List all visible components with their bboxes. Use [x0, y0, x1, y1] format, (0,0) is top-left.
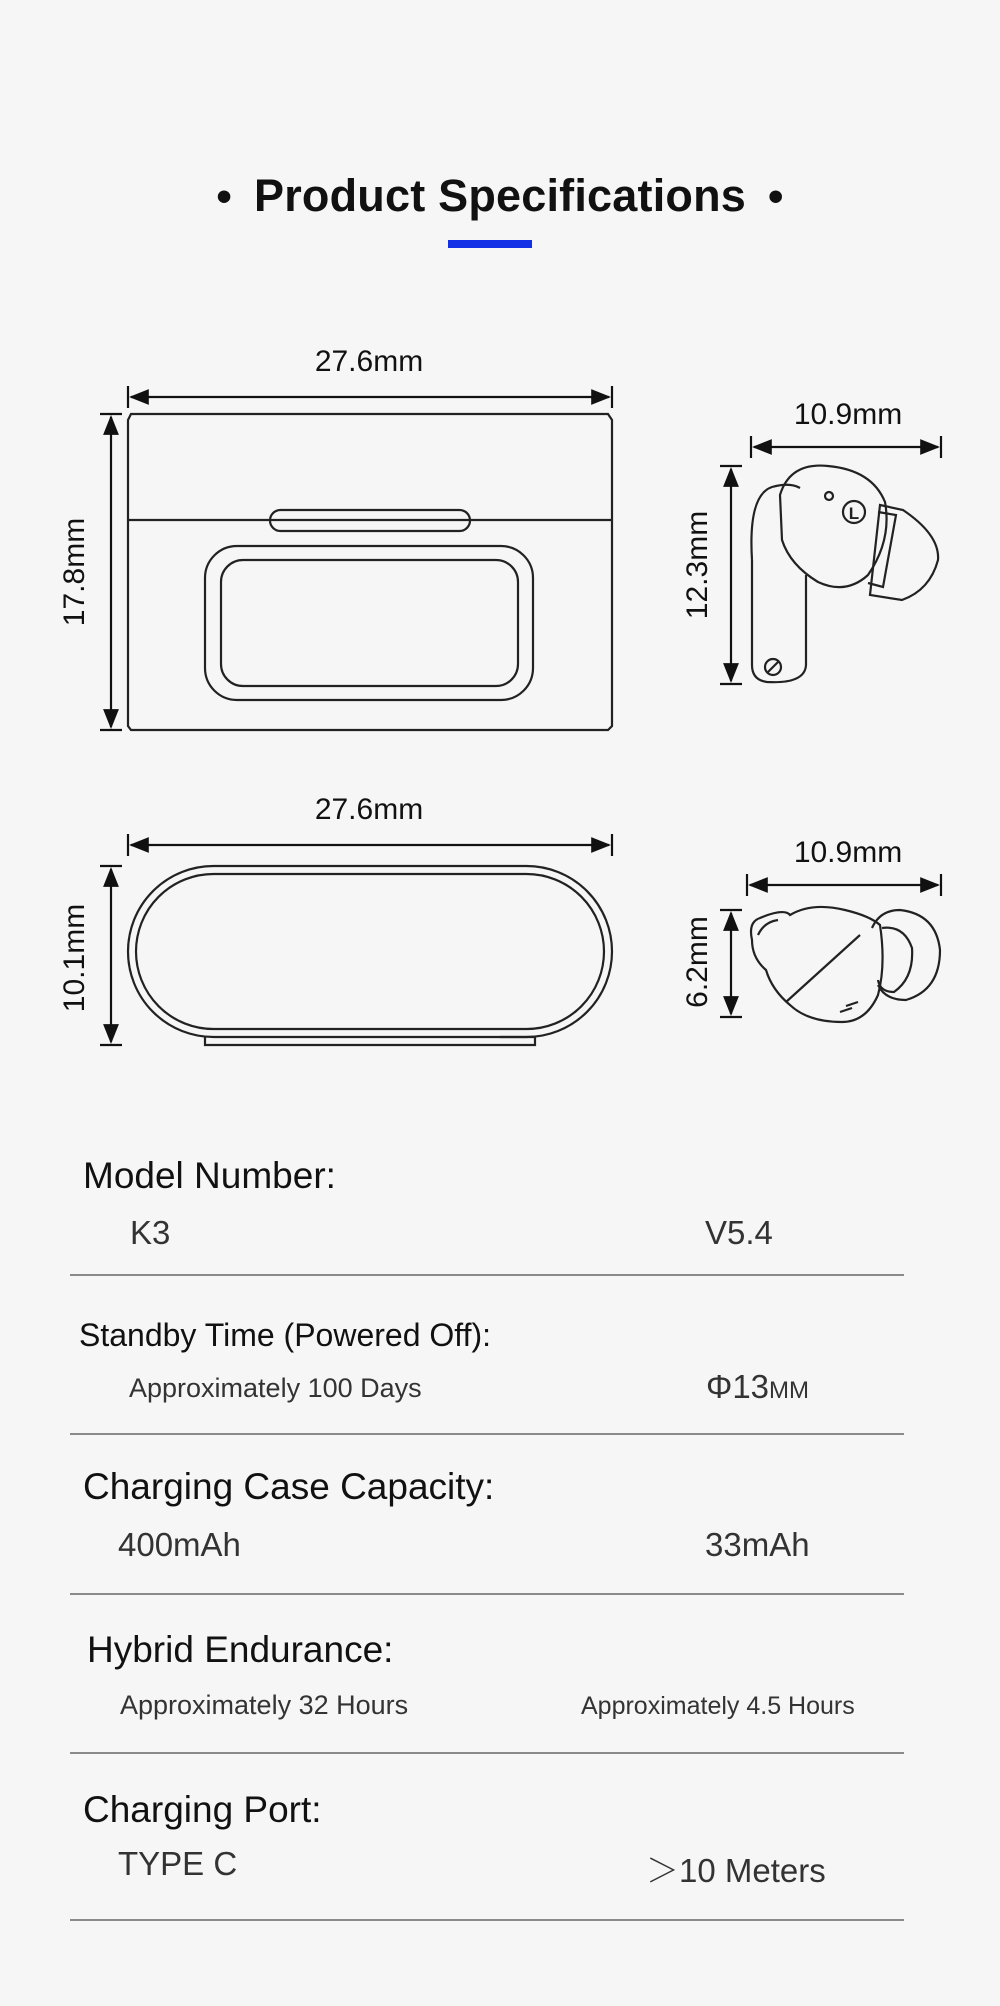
spec-label-model-number: Model Number:	[83, 1155, 336, 1196]
spec-divider	[70, 1593, 904, 1595]
case-bottom-height-dimension	[100, 866, 122, 1045]
case-bottom-height-label: 10.1mm	[58, 903, 91, 1013]
case-front-height-dimension	[100, 414, 122, 730]
spec-label-charging-case-capacity: Charging Case Capacity:	[83, 1466, 495, 1507]
title-bullet-left: •	[216, 172, 232, 221]
case-bottom-drawing	[128, 866, 612, 1045]
spec-value-standby-time: Approximately 100 Days	[129, 1373, 422, 1403]
spec-value-bluetooth-version: V5.4	[705, 1214, 773, 1251]
spec-value-charging-case-capacity: 400mAh	[118, 1526, 241, 1563]
earbud-top-width-dimension	[747, 874, 941, 896]
spec-value-model-number: K3	[130, 1214, 171, 1251]
case-front-width-label: 27.6mm	[314, 345, 424, 378]
earbud-side-mark: L	[848, 504, 860, 523]
earbud-side-height-label: 12.3mm	[681, 510, 714, 620]
spec-value-speaker-specifications	[706, 1368, 809, 1406]
spec-divider	[70, 1752, 904, 1754]
speaker-diameter-unit: MM	[769, 1377, 810, 1404]
earbud-top-height-dimension	[720, 910, 742, 1017]
spec-divider	[70, 1919, 904, 1921]
case-bottom-width-label: 27.6mm	[314, 793, 424, 826]
earbud-top-drawing	[751, 907, 940, 1022]
spec-divider	[70, 1274, 904, 1276]
earbud-side-drawing	[751, 466, 938, 683]
spec-value-transmission-range: ＞10 Meters	[646, 1852, 826, 1889]
earbud-side-width-dimension	[751, 436, 941, 458]
case-bottom-width-dimension	[128, 834, 612, 856]
title-bullet-right: •	[768, 172, 784, 221]
spec-divider	[70, 1433, 904, 1435]
spec-label-hybrid-endurance: Hybrid Endurance:	[87, 1629, 394, 1670]
earbud-top-width-label: 10.9mm	[793, 836, 903, 869]
spec-label-standby-time: Standby Time (Powered Off):	[79, 1317, 492, 1353]
spec-label-charging-port: Charging Port:	[83, 1789, 322, 1830]
spec-value-earbud-capacity: 33mAh	[705, 1526, 810, 1563]
speaker-diameter-value: Φ13	[706, 1368, 770, 1405]
earbud-side-width-label: 10.9mm	[793, 398, 903, 431]
spec-value-single-charge-duration: Approximately 4.5 Hours	[581, 1692, 855, 1720]
case-front-height-label: 17.8mm	[58, 517, 91, 627]
page-title-text: Product Specifications	[254, 170, 746, 221]
spec-value-hybrid-endurance: Approximately 32 Hours	[120, 1690, 409, 1720]
case-front-drawing	[128, 414, 612, 730]
spec-value-charging-port: TYPE C	[118, 1845, 238, 1882]
earbud-side-height-dimension	[720, 466, 742, 684]
case-front-width-dimension	[128, 386, 612, 408]
earbud-top-height-label: 6.2mm	[681, 916, 714, 1008]
